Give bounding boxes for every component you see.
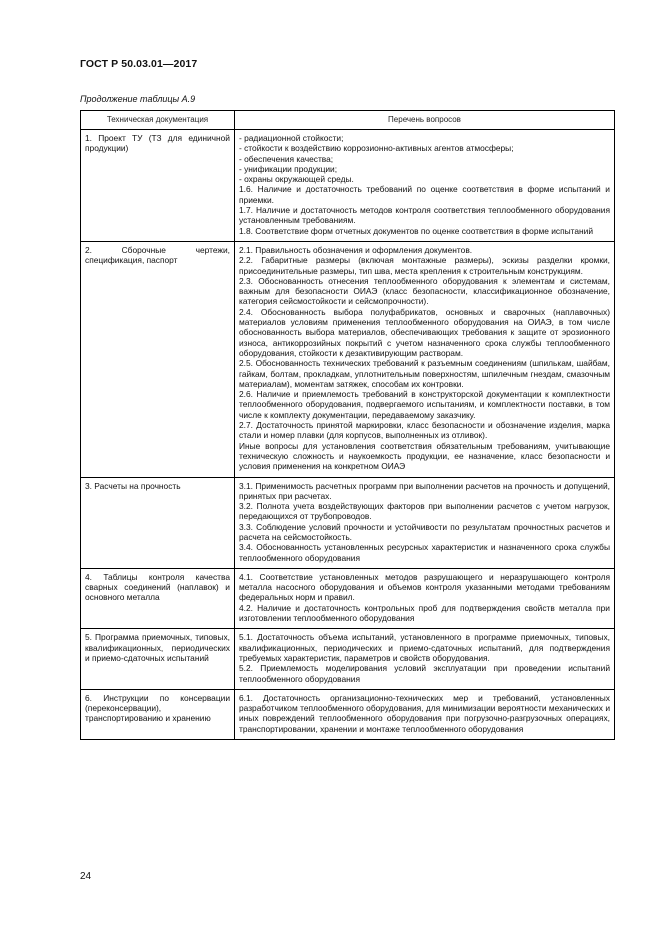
table-row: [81, 477, 615, 568]
question-item: 3.2. Полнота учета воздействующих факторов при выполнении расчетов с учетом нагрузок, передающихся от трубопроводов.: [239, 501, 610, 522]
requirements-table: [80, 110, 615, 740]
question-item: - стойкости к воздействию коррозионно-активных агентов атмосферы;: [239, 143, 514, 154]
question-item: - унификации продукции;: [239, 163, 338, 174]
question-item: - обеспечения качества;: [239, 153, 334, 164]
doc-cell: 5. Программа приемочных, типовых, квалификационных, периодических и приемо-сдаточных испытаний: [81, 629, 235, 689]
question-item: 2.3. Обоснованность отнесения теплообменного оборудования к элементам и системам, важным для безопасности ОИАЭ (класс безопасности, классификационное обозначение, категория сейсмостойкости и сейсмопрочности).: [239, 275, 610, 307]
question-item: 3.1. Применимость расчетных программ при выполнении расчетов на прочность и допущений, принятых при расчетах.: [239, 480, 610, 501]
questions-cell: [235, 568, 615, 628]
question-item: 1.8. Соответствие форм отчетных документов по оценке соответствия в форме испытаний: [239, 225, 594, 236]
table-row: [81, 568, 615, 628]
questions-cell: [235, 241, 615, 477]
questions-cell: [235, 629, 615, 689]
question-item: Иные вопросы для установления соответствия обязательным требованиям, учитывающие техническую сложность и наукоемкость продукции, ее назначение, класс безопасности и условия применения на конкретном ОИАЭ: [239, 440, 610, 472]
table-row: [81, 689, 615, 739]
table-row: [81, 130, 615, 242]
column-header-questions: Перечень вопросов: [235, 111, 615, 130]
doc-cell: 4. Таблицы контроля качества сварных соединений (наплавок) и основного металла: [81, 568, 235, 628]
question-item: 2.5. Обоснованность технических требований к разъемным соединениям (шпилькам, шайбам, гайкам, болтам, прокладкам, уплотнительным поверхностям, шпилечным гнездам, смазочным материалам), моментам затяжек, способам их контровки.: [239, 358, 610, 389]
question-item: 2.1. Правильность обозначения и оформления документов.: [239, 244, 473, 255]
question-item: 2.4. Обоснованность выбора полуфабрикатов, основных и сварочных (наплавочных) материалов условиям применения теплообменного оборудования на ОИАЭ, в том числе обоснованность выбора материалов, обеспечивающих требования к защите от эрозионного износа, антикоррозийных покрытий с учетом назначенного срока службы теплообменного оборудования, стойкости к дезактивирующим растворам.: [239, 306, 610, 358]
questions-cell: [235, 689, 615, 739]
question-item: 6.1. Достаточность организационно-технических мер и требований, установленных разработчиком теплообменного оборудования, для минимизации вероятности механических и иных повреждений теплообменного оборудования при погрузочно-разгрузочных операциях, транспортировании, хранении и монтаже теплообменного оборудования: [239, 692, 610, 734]
questions-cell: [235, 130, 615, 242]
doc-cell: 6. Инструкции по консервации (переконсервации), транспортированию и хранению: [81, 689, 235, 739]
question-item: 4.2. Наличие и достаточность контрольных проб для подтверждения свойств металла при изготовлении теплообменного оборудования: [239, 602, 610, 624]
table-caption: Продолжение таблицы А.9: [80, 94, 196, 104]
column-header-documentation: Техническая документация: [81, 111, 235, 130]
question-item: 5.1. Достаточность объема испытаний, установленного в программе приемочных, типовых, квалификационных, периодических и приемо-сдаточных испытаний, для подтверждения требуемых характеристик, параметров и свойств оборудования.: [239, 632, 610, 663]
doc-cell: 2. Сборочные чертежи, спецификация, паспорт: [81, 241, 235, 477]
question-item: - радиационной стойкости;: [239, 133, 344, 143]
question-item: 1.7. Наличие и достаточность методов контроля соответствия теплообменного оборудования установленным требованиям.: [239, 205, 610, 226]
questions-cell: [235, 477, 615, 568]
table-row: [81, 629, 615, 689]
question-item: 3.3. Соблюдение условий прочности и устойчивости по результатам прочностных расчетов и расчета на сейсмостойкость.: [239, 521, 610, 542]
question-item: 2.6. Наличие и приемлемость требований в конструкторской документации к комплектности теплообменного оборудования, подвергаемого испытаниям, и комплектности поставки, в том числе к комплекту документации, передаваемому заказчику.: [239, 389, 610, 420]
question-item: 1.6. Наличие и достаточность требований по оценке соответствия в форме испытаний и приемки.: [239, 184, 610, 205]
question-item: 5.2. Приемлемость моделирования условий эксплуатации при проведении испытаний теплообменного оборудования: [239, 663, 610, 684]
table-header-row: [81, 111, 615, 130]
question-item: 4.1. Соответствие установленных методов разрушающего и неразрушающего контроля металла насосного оборудования и объемов контроля указанными методами требованиям федеральных норм и правил.: [239, 571, 610, 603]
doc-cell: 3. Расчеты на прочность: [81, 477, 235, 568]
document-header: ГОСТ Р 50.03.01—2017: [80, 58, 198, 70]
table-row: [81, 241, 615, 477]
question-item: 2.7. Достаточность принятой маркировки, класс безопасности и обозначение изделия, марка стали и номер плавки (для корпусов, выполненных из отливок).: [239, 420, 610, 441]
question-item: 2.2. Габаритные размеры (включая монтажные размеры), эскизы разделки кромки, присоединительные размеры, тип шва, места крепления к строительным конструкциям.: [239, 255, 610, 276]
question-item: - охраны окружающей среды.: [239, 174, 354, 185]
page-number: 24: [80, 871, 92, 882]
question-item: 3.4. Обоснованность установленных ресурсных характеристик и назначенного срока службы теплообменного оборудования: [239, 542, 610, 563]
doc-cell: 1. Проект ТУ (ТЗ для единичной продукции): [81, 130, 235, 242]
